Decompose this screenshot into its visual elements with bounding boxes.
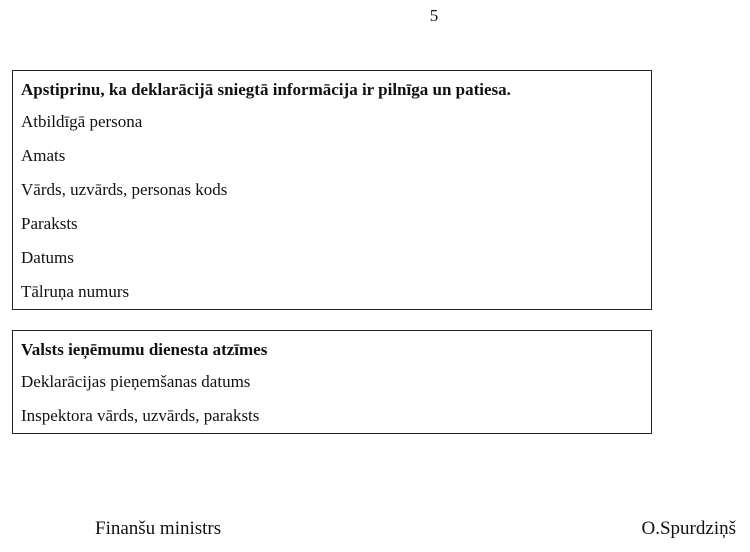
- page-number: 5: [429, 6, 439, 25]
- signatory-title: Finanšu ministrs: [95, 518, 222, 539]
- field-acceptance-date: Deklarācijas pieņemšanas datums: [21, 372, 251, 391]
- field-signature: Paraksts: [21, 214, 78, 233]
- revenue-service-notes-box: [12, 330, 652, 434]
- field-inspector-signature: Inspektora vārds, uzvārds, paraksts: [21, 406, 260, 425]
- field-responsible-person: Atbildīgā persona: [21, 112, 143, 131]
- field-name-personal-code: Vārds, uzvārds, personas kods: [21, 180, 228, 199]
- declaration-confirmation-box: [12, 70, 652, 310]
- declaration-heading: Apstiprinu, ka deklarācijā sniegtā informācija ir pilnīga un patiesa.: [21, 80, 511, 99]
- revenue-service-heading: Valsts ieņēmumu dienesta atzīmes: [21, 340, 268, 359]
- field-phone-number: Tālruņa numurs: [21, 282, 130, 301]
- field-position: Amats: [21, 146, 66, 165]
- field-date: Datums: [21, 248, 74, 267]
- signatory-name: O.Spurdziņš: [641, 518, 736, 539]
